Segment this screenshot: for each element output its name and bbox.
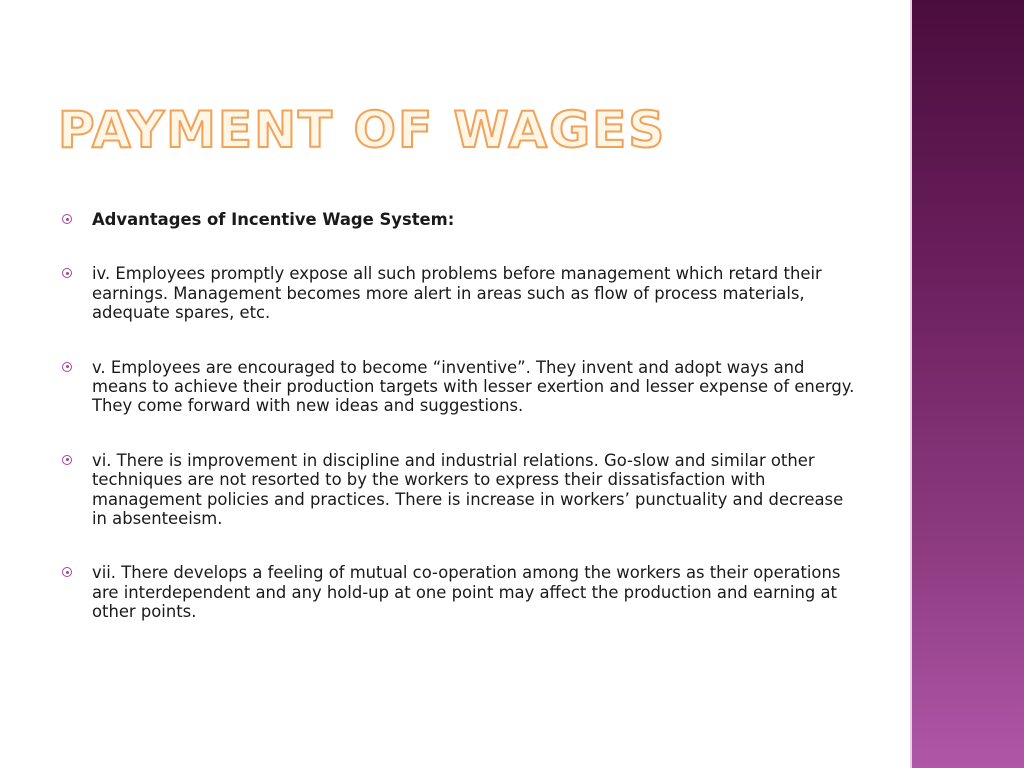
bullet-text: vi. There is improvement in discipline and industrial relations. Go-slow and similar other techniques are not resorted to by the workers to express their dissatisfaction with management policies and practices. There is increase in workers’ punctuality and decrease in absenteeism.	[92, 450, 844, 529]
bullet-text: v. Employees are encouraged to become “inventive”. They invent and adopt ways and means to achieve their production targets with lesser exertion and lesser expense of energy. They come forward with new ideas and suggestions.	[92, 357, 855, 416]
bullet-text: iv. Employees promptly expose all such problems before management which retard their earnings. Management becomes more alert in areas such as flow of process materials, adequate spares, etc.	[92, 264, 822, 323]
bullet-list	[60, 210, 860, 622]
decorative-side-band	[912, 0, 1024, 768]
slide-title: PAYMENT OF WAGES	[58, 101, 667, 159]
bullet-item-vi	[60, 451, 860, 529]
bullet-item-iv	[60, 264, 860, 322]
bullet-item-vii	[60, 563, 860, 621]
circle-bullet-icon	[62, 214, 72, 224]
bullet-text: Advantages of Incentive Wage System:	[92, 210, 455, 229]
circle-bullet-icon	[62, 268, 72, 278]
circle-bullet-icon	[62, 567, 72, 577]
circle-bullet-icon	[62, 362, 72, 372]
bullet-item-v	[60, 358, 860, 416]
bullet-text: vii. There develops a feeling of mutual co-operation among the workers as their operations are interdependent and any hold-up at one point may affect the production and earning at other points.	[92, 563, 841, 622]
circle-bullet-icon	[62, 455, 72, 465]
bullet-item-heading	[60, 210, 860, 229]
